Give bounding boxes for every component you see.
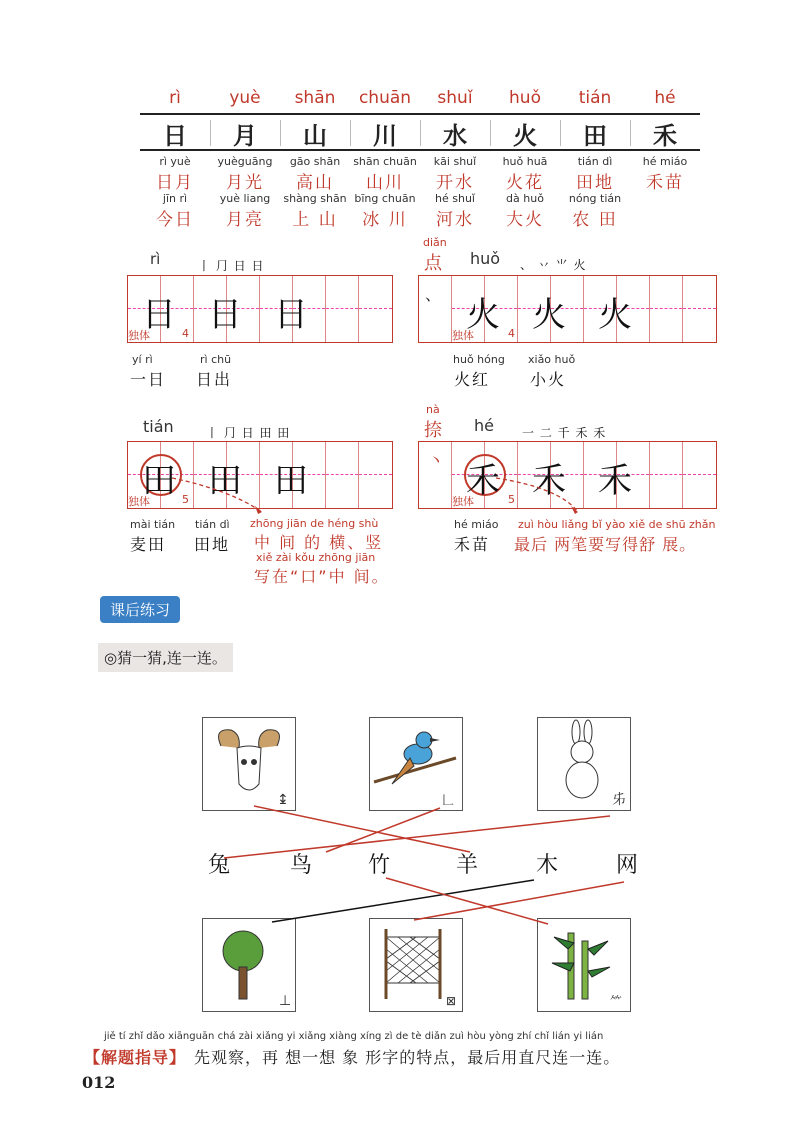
- he-word1-pinyin: hé miáo: [454, 518, 499, 531]
- match-char[interactable]: 兔: [208, 853, 231, 878]
- top-table-char: 日: [163, 121, 187, 150]
- he-stroke-order: 一 二 千 禾 禾: [522, 426, 607, 440]
- tian-word2-pinyin: tián dì: [195, 518, 230, 531]
- huo-pinyin: huǒ: [470, 249, 501, 268]
- tian-word1: 麦田: [130, 535, 167, 554]
- top-table-char: 田: [583, 121, 607, 150]
- tian-model-char: 田: [142, 461, 176, 501]
- vocab-pinyin: tián dì: [577, 155, 613, 168]
- huo-first-stroke: 、: [425, 285, 442, 304]
- top-table-char: 川: [373, 121, 397, 150]
- exercise-tag: 课后练习: [100, 596, 180, 623]
- ri-pinyin: rì: [150, 250, 161, 268]
- ri-word2-pinyin: rì chū: [200, 353, 232, 366]
- ri-structure-label: 独体: [128, 329, 150, 342]
- tian-stroke-order: 丨 ⺆ 日 田 田: [206, 426, 291, 440]
- tian-note-pinyin-2: xiě zài kǒu zhōng jiān: [256, 551, 376, 564]
- match-char[interactable]: 竹: [368, 853, 391, 878]
- top-table-pinyin: chuān: [358, 88, 412, 108]
- he-trace-char: 禾: [598, 461, 632, 501]
- tian-stroke-count: 5: [182, 493, 189, 506]
- huo-word1-pinyin: huǒ hóng: [453, 353, 505, 366]
- vocab-pinyin: yuè liang: [219, 192, 271, 205]
- ri-word2: 日出: [196, 370, 233, 389]
- vocab-word: 今日: [156, 210, 194, 230]
- vocab-word: 大火: [506, 210, 544, 230]
- vocab-pinyin: hé shuǐ: [435, 192, 475, 205]
- vocab-pinyin: jīn rì: [162, 192, 188, 205]
- vocab-word: 农 田: [572, 210, 618, 230]
- huo-stroke-order: 、 丷 ⺌ 火: [520, 258, 587, 272]
- svg-text:⺮: ⺮: [610, 994, 623, 1008]
- ri-word1: 一日: [130, 370, 167, 389]
- tian-word1-pinyin: mài tián: [130, 518, 176, 531]
- vocab-word: 禾苗: [646, 173, 684, 193]
- huo-trace-char: 火: [532, 295, 566, 335]
- vocab-pinyin: kāi shuǐ: [433, 155, 477, 168]
- top-table-pinyin: yuè: [229, 88, 261, 108]
- vocab-pinyin: huǒ huā: [502, 155, 548, 168]
- vocab-pinyin: yuèguāng: [217, 155, 273, 168]
- top-table-pinyin: shuǐ: [437, 88, 473, 108]
- vocab-pinyin: bīng chuān: [354, 192, 416, 205]
- huo-trace-char: 火: [598, 295, 632, 335]
- top-table-char: 禾: [653, 121, 677, 150]
- vocab-pinyin: dà huǒ: [506, 192, 544, 205]
- tian-note-1: 中 间 的 横、竖: [254, 533, 384, 552]
- hint-pinyin: jiě tí zhǐ dǎo xiānguān chá zài xiǎng yi xiǎng xiàng xíng zì de tè diǎn zuì hòu yòng zhí chǐ lián yi lián: [104, 1031, 604, 1042]
- top-table-pinyin: rì: [169, 88, 181, 108]
- huo-stroke-count: 4: [508, 327, 515, 340]
- huo-model-char: 火: [466, 295, 500, 335]
- tian-word2: 田地: [194, 535, 231, 554]
- vocab-word: 日月: [156, 173, 194, 193]
- top-table-char: 火: [513, 121, 537, 150]
- svg-text:𠂔: 𠂔: [612, 792, 626, 808]
- he-model-char: 禾: [466, 461, 500, 501]
- match-char[interactable]: 鸟: [290, 853, 313, 878]
- match-char[interactable]: 羊: [456, 853, 479, 878]
- tian-trace-char: 田: [208, 461, 242, 501]
- svg-text:↨: ↨: [277, 792, 289, 808]
- vocab-word: 火花: [506, 173, 544, 193]
- vocab-pinyin: nóng tián: [568, 192, 622, 205]
- vocab-word: 月亮: [226, 210, 264, 230]
- he-first-stroke: 丶: [428, 451, 445, 470]
- vocab-pinyin: hé miáo: [642, 155, 688, 168]
- tian-structure-label: 独体: [128, 495, 150, 508]
- vocab-word: 田地: [576, 173, 614, 193]
- vocab-word: 高山: [296, 173, 334, 193]
- he-note: 最后 两笔要写得舒 展。: [514, 535, 697, 554]
- top-table-pinyin: shān: [294, 88, 336, 108]
- top-table-pinyin: hé: [654, 88, 676, 108]
- hint-text: 先观察，再 想一想 象 形字的特点，最后用直尺连一连。: [194, 1048, 621, 1067]
- svg-text:𠃊: 𠃊: [442, 793, 455, 807]
- vocab-word: 上 山: [292, 210, 338, 230]
- huo-structure-label: 独体: [452, 329, 474, 342]
- huo-word2-pinyin: xiǎo huǒ: [528, 353, 576, 366]
- ri-trace-char: 日: [274, 295, 308, 335]
- he-trace-char: 禾: [532, 461, 566, 501]
- he-pinyin: hé: [474, 416, 494, 435]
- tian-trace-char: 田: [274, 461, 308, 501]
- match-char[interactable]: 网: [616, 853, 639, 878]
- svg-text:⊠: ⊠: [446, 994, 457, 1008]
- vocab-pinyin: shān chuān: [353, 155, 417, 168]
- he-note-pinyin: zuì hòu liǎng bǐ yào xiě de shū zhǎn: [518, 518, 716, 531]
- exercise-instruction: ◎猜一猜,连一连。: [98, 643, 233, 672]
- he-structure-label: 独体: [452, 495, 474, 508]
- he-hint-pinyin: nà: [426, 403, 440, 416]
- match-char[interactable]: 木: [536, 853, 559, 878]
- svg-text:⊥: ⊥: [279, 993, 292, 1009]
- tian-pinyin: tián: [143, 417, 174, 436]
- top-table-char: 水: [443, 121, 467, 150]
- ri-word1-pinyin: yí rì: [132, 353, 153, 366]
- huo-hint-stroke: 点: [424, 253, 442, 274]
- he-stroke-count: 5: [508, 493, 515, 506]
- ri-trace-char: 日: [208, 295, 242, 335]
- vocab-word: 河水: [436, 210, 474, 230]
- top-table-char: 月: [233, 121, 257, 150]
- hint-label: 【解题指导】: [84, 1048, 187, 1067]
- tian-note-2: 写在“口”中 间。: [254, 567, 390, 586]
- vocab-word: 山川: [366, 173, 404, 193]
- ri-stroke-count: 4: [182, 327, 189, 340]
- vocab-pinyin: rì yuè: [159, 155, 191, 168]
- top-table-pinyin: tián: [578, 88, 612, 108]
- vocab-pinyin: shàng shān: [283, 192, 347, 205]
- ri-stroke-order: 丨 ⺆ 日 日: [198, 259, 265, 273]
- ri-model-char: 日: [142, 295, 176, 335]
- vocab-word: 月光: [226, 173, 264, 193]
- page-number: 012: [82, 1073, 116, 1092]
- top-table-char: 山: [303, 121, 327, 150]
- he-word1: 禾苗: [454, 535, 491, 554]
- huo-word1: 火红: [454, 370, 491, 389]
- he-hint-stroke: 捺: [424, 420, 442, 441]
- vocab-word: 冰 川: [362, 210, 408, 230]
- huo-hint-pinyin: diǎn: [423, 236, 447, 249]
- tian-note-pinyin-1: zhōng jiān de héng shù: [250, 517, 379, 530]
- vocab-pinyin: gāo shān: [289, 155, 341, 168]
- huo-word2: 小火: [530, 370, 567, 389]
- vocab-word: 开水: [436, 173, 474, 193]
- top-table-pinyin: huǒ: [509, 88, 541, 108]
